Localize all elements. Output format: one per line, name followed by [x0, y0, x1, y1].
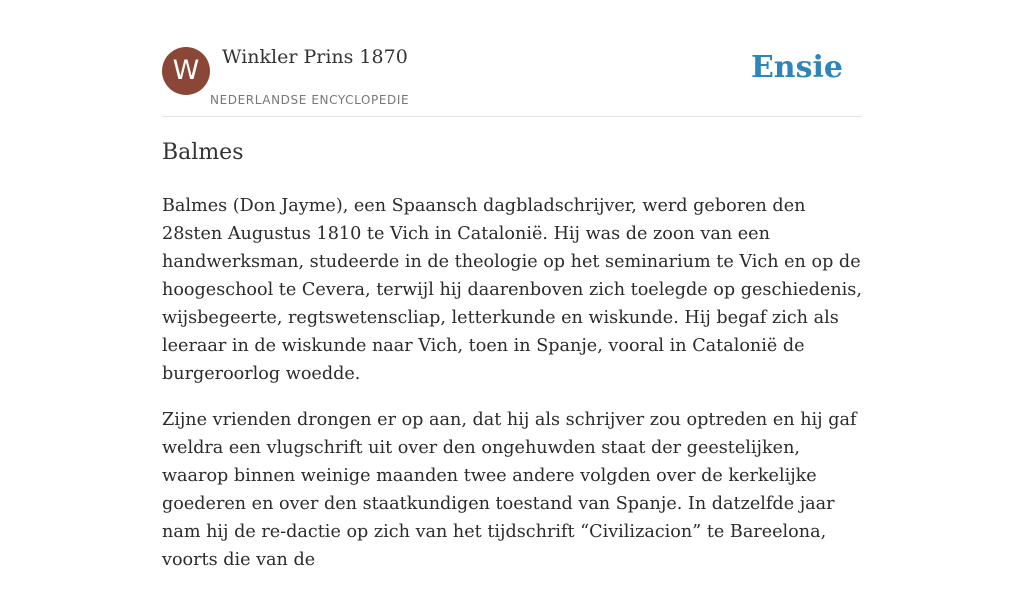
source-avatar[interactable]: W	[162, 47, 210, 95]
entry-paragraph: Balmes (Don Jayme), een Spaansch dagbladschrijver, werd geboren den 28sten Augustus 1810 te Vich in Catalonië. Hij was de zoon van een handwerksman, studeerde in de theologie op het seminarium te Vich en op de hoogeschool te Cevera, terwijl hij daarenboven zich toelegde op geschiedenis, wijsbegeerte, regtswetenscliap, letterkunde en wiskunde. Hij begaf zich als leeraar in de wiskunde naar Vich, toen in Spanje, vooral in Catalonië de burgeroorlog woedde.	[162, 196, 862, 384]
source-title-link[interactable]: Winkler Prins 1870	[222, 46, 408, 68]
source-subtitle: NEDERLANDSE ENCYCLOPEDIE	[210, 93, 410, 107]
page-container	[162, 0, 862, 570]
entry-content	[162, 192, 862, 592]
page-header	[162, 0, 862, 117]
entry-title: Balmes	[162, 140, 244, 165]
entry-paragraph: Zijne vrienden drongen er op aan, dat hij als schrijver zou optreden en hij gaf weldra een vlugschrift uit over den ongehuwden staat der geestelijken, waarop binnen weinige maanden twee andere volgden over de kerkelijke goederen en over den staatkundigen toestand van Spanje. In datzelfde jaar nam hij de re-dactie op zich van het tijdschrift “Civilizacion” te Bareelona, voorts die van de	[162, 410, 857, 570]
ensie-logo-link[interactable]: Ensie	[750, 50, 843, 85]
